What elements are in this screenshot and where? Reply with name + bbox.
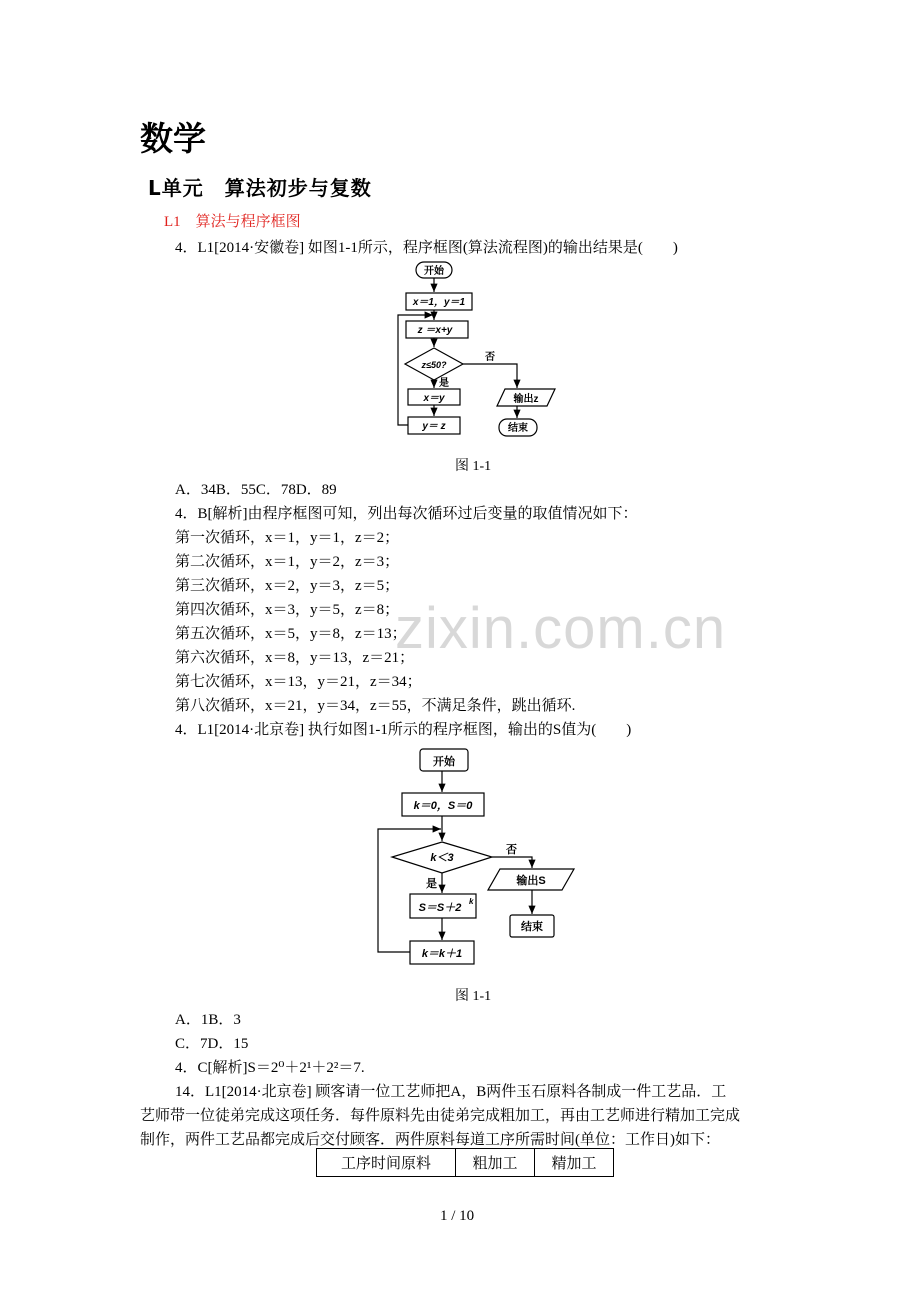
- table-header-cell: 精加工: [535, 1149, 614, 1177]
- q1-options: A．34B．55C．78D．89: [175, 482, 337, 498]
- q1-analysis-2: 第二次循环，x＝1，y＝2，z＝3；: [175, 554, 400, 570]
- fc1-init-label: x＝1，y＝1: [412, 297, 466, 308]
- q3-stem-0: 14．L1[2014·北京卷] 顾客请一位工艺师把A，B两件玉石原料各制成一件工艺品．工: [175, 1084, 727, 1100]
- fc1-s2-label: y＝ z: [422, 421, 446, 432]
- q1-analysis-6: 第六次循环，x＝8，y＝13，z＝21；: [175, 650, 415, 666]
- q1-analysis-8: 第八次循环，x＝21，y＝34，z＝55，不满足条件，跳出循环.: [175, 698, 576, 714]
- unit-heading: L单元 算法初步与复数: [148, 176, 372, 200]
- fc2-start-label: 开始: [433, 756, 455, 768]
- fc1-no-label: 否: [485, 352, 495, 363]
- fc2-s2-label: k＝k＋1: [421, 948, 463, 960]
- q1-analysis-3: 第三次循环，x＝2，y＝3，z＝5；: [175, 578, 400, 594]
- fc1-assign-label: z ＝x+y: [417, 325, 453, 336]
- q1-analysis-0: 4．B[解析]由程序框图可知，列出每次循环过后变量的取值情况如下：: [175, 506, 638, 522]
- q1-analysis-5: 第五次循环，x＝5，y＝8，z＝13；: [175, 626, 407, 642]
- q2-analysis: 4．C[解析]S＝2⁰＋2¹＋2²＝7.: [175, 1060, 365, 1076]
- q1-stem: 4．L1[2014·安徽卷] 如图1-1所示，程序框图(算法流程图)的输出结果是( ): [175, 240, 678, 256]
- q2-options-1: C．7D．15: [175, 1036, 249, 1052]
- table-header-cell: 工序时间原料: [317, 1149, 456, 1177]
- q3-stem-1: 艺师带一位徒弟完成这项任务．每件原料先由徒弟完成粗加工，再由工艺师进行精加工完成: [140, 1108, 741, 1124]
- q1-analysis-7: 第七次循环，x＝13，y＝21，z＝34；: [175, 674, 422, 690]
- page-title: 数学: [140, 119, 206, 158]
- fc1-yes-label: 是: [439, 378, 449, 389]
- section-heading: L1 算法与程序框图: [164, 214, 301, 230]
- flowchart-1: [395, 258, 565, 448]
- q1-analysis-4: 第四次循环，x＝3，y＝5，z＝8；: [175, 602, 400, 618]
- fc2-cond-label: k＜3: [430, 852, 454, 864]
- fc2-s1-label: S＝S＋2: [418, 902, 462, 914]
- fc1-start-label: 开始: [424, 266, 444, 277]
- flowchart-2: [370, 745, 580, 970]
- q3-stem-2: 制作，两件工艺品都完成后交付顾客．两件原料每道工序所需时间(单位：工作日)如下：: [140, 1132, 720, 1148]
- fc2-no-label: 否: [506, 844, 517, 856]
- fc2-output-label: 输出S: [516, 875, 546, 887]
- fc2-s1-superscript: k: [469, 897, 474, 906]
- watermark: zixin.com.cn: [395, 596, 727, 661]
- q2-options-0: A．1B．3: [175, 1012, 241, 1028]
- fc1-s1-label: x＝y: [423, 393, 445, 404]
- fc1-cond-label: z≤50?: [421, 360, 447, 370]
- process-time-table: [316, 1148, 614, 1177]
- fc2-end-label: 结束: [521, 921, 543, 933]
- table-header-cell: 粗加工: [456, 1149, 535, 1177]
- table-header-row: [317, 1149, 614, 1177]
- fc1-end-label: 结束: [508, 423, 528, 434]
- page-number: 1 / 10: [440, 1208, 475, 1224]
- q1-analysis-1: 第一次循环，x＝1，y＝1，z＝2；: [175, 530, 400, 546]
- fc1-output-label: 输出z: [513, 394, 539, 405]
- q2-stem: 4．L1[2014·北京卷] 执行如图1-1所示的程序框图，输出的S值为( ): [175, 722, 632, 738]
- fc2-init-label: k＝0，S＝0: [413, 800, 473, 812]
- figure-caption-1: 图 1-1: [455, 459, 492, 474]
- fc2-yes-label: 是: [426, 878, 437, 890]
- figure-caption-2: 图 1-1: [455, 989, 492, 1004]
